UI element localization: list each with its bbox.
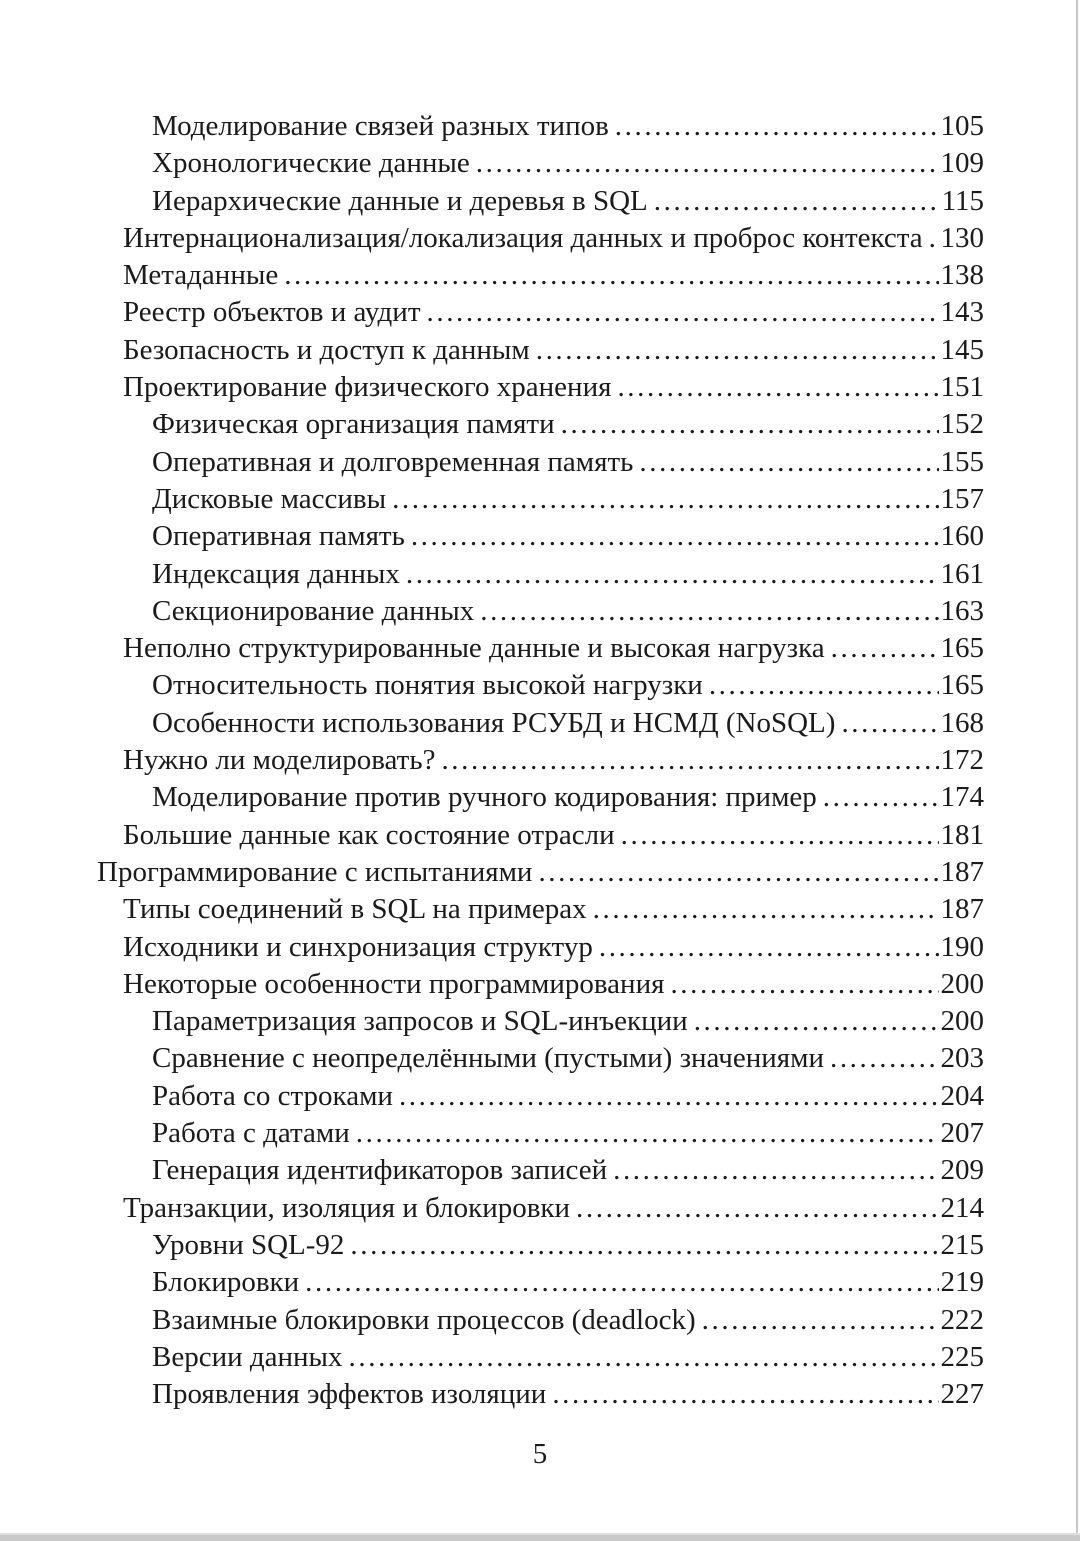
toc-entry-title: Относительность понятия высокой нагрузки: [152, 669, 703, 702]
toc-entry-title: Моделирование связей разных типов: [152, 110, 609, 142]
toc-entry-page: 109: [940, 147, 984, 180]
toc-leader-dots: [823, 779, 939, 816]
toc-entry-title: Проектирование физического хранения: [123, 371, 612, 404]
toc-entry-page: 200: [940, 1005, 984, 1038]
toc-entry-title: Индексация данных: [152, 557, 400, 590]
toc-entry-page: 151: [940, 371, 984, 404]
toc-leader-dots: [392, 481, 938, 518]
toc-entry: [97, 966, 984, 1003]
toc-entry: [97, 369, 984, 406]
toc-entry-page: 152: [940, 408, 984, 441]
toc-entry-title: Дисковые массивы: [152, 482, 387, 515]
toc-entry-title: Иерархические данные и деревья в SQL: [152, 184, 648, 217]
toc-leader-dots: [617, 369, 938, 406]
toc-entry-page: 115: [941, 184, 984, 217]
toc-leader-dots: [356, 1115, 939, 1152]
toc-entry-page: 203: [940, 1042, 984, 1075]
toc-entry: [97, 1115, 984, 1152]
toc-leader-dots: [654, 183, 940, 220]
toc-entry: [97, 145, 984, 182]
toc-entry-title: Физическая организация памяти: [152, 408, 555, 441]
toc-entry: [97, 742, 984, 779]
toc-entry-title: Оперативная и долговременная память: [152, 445, 634, 478]
toc-entry-page: 163: [940, 594, 984, 627]
toc-entry-title: Метаданные: [123, 259, 279, 292]
toc-leader-dots: [709, 667, 939, 704]
toc-leader-dots: [284, 257, 938, 294]
toc-leader-dots: [576, 1190, 938, 1227]
toc-entry: [97, 556, 984, 593]
toc-entry-page: 138: [940, 259, 984, 292]
toc-entry-title: Неполно структурированные данные и высокая нагрузка: [123, 632, 825, 665]
toc-entry-title: Безопасность и доступ к данным: [123, 333, 530, 366]
toc-entry-page: 227: [940, 1378, 984, 1411]
toc-entry: [97, 1227, 984, 1264]
toc-leader-dots: [476, 145, 939, 182]
toc-entry: [97, 332, 984, 369]
toc-entry: [97, 257, 984, 294]
toc-leader-dots: [350, 1227, 938, 1264]
toc-entry-page: 207: [940, 1117, 984, 1150]
toc-entry-page: 130: [940, 221, 984, 254]
toc-leader-dots: [831, 630, 939, 667]
toc-leader-dots: [538, 854, 938, 891]
toc-leader-dots: [427, 294, 939, 331]
toc-entry: [97, 1003, 984, 1040]
toc-entry: [97, 891, 984, 928]
toc-entry: [97, 294, 984, 331]
toc-leader-dots: [694, 1003, 939, 1040]
toc-entry-page: 225: [940, 1340, 984, 1373]
toc-leader-dots: [830, 1040, 939, 1077]
toc-entry-page: 168: [940, 706, 984, 739]
toc-leader-dots: [613, 1152, 938, 1189]
toc-entry-page: 172: [940, 744, 984, 777]
toc-entry: [97, 444, 984, 481]
toc-entry-page: 165: [940, 632, 984, 665]
toc-entry-title: Проявления эффектов изоляции: [152, 1378, 547, 1411]
toc-entry-page: 222: [940, 1303, 984, 1336]
toc-leader-dots: [615, 108, 939, 145]
table-of-contents: [97, 108, 984, 1413]
toc-entry-title: Уровни SQL-92: [152, 1228, 345, 1261]
toc-leader-dots: [536, 332, 939, 369]
toc-entry: [97, 1152, 984, 1189]
toc-entry-title: Блокировки: [152, 1266, 300, 1299]
toc-leader-dots: [670, 966, 938, 1003]
toc-entry-page: 155: [940, 445, 984, 478]
toc-entry-page: 157: [940, 482, 984, 515]
toc-entry-title: Работа со строками: [152, 1079, 393, 1112]
toc-entry: [97, 667, 984, 704]
toc-entry-title: Хронологические данные: [152, 147, 470, 180]
toc-entry-page: 190: [940, 930, 984, 963]
toc-leader-dots: [621, 817, 939, 854]
toc-entry: [97, 779, 984, 816]
toc-entry-title: Программирование с испытаниями: [97, 855, 533, 888]
toc-leader-dots: [702, 1302, 939, 1339]
toc-entry: [97, 108, 984, 145]
toc-entry-page: 219: [940, 1266, 984, 1299]
toc-entry-page: 187: [940, 855, 984, 888]
toc-entry: [97, 1190, 984, 1227]
toc-entry: [97, 929, 984, 966]
toc-entry: [97, 630, 984, 667]
toc-entry-page: 143: [940, 296, 984, 329]
toc-entry-page: 181: [940, 818, 984, 851]
toc-entry: [97, 817, 984, 854]
toc-entry-title: Параметризация запросов и SQL-инъекции: [152, 1005, 688, 1038]
toc-entry: [97, 705, 984, 742]
toc-entry: [97, 1078, 984, 1115]
toc-entry-page: 105: [940, 110, 984, 142]
toc-entry-title: Некоторые особенности программирования: [123, 967, 665, 1000]
toc-entry: [97, 518, 984, 555]
toc-leader-dots: [561, 406, 939, 443]
toc-leader-dots: [441, 742, 938, 779]
page-bottom-gap-strip: [0, 1533, 1080, 1541]
toc-entry-title: Интернационализация/локализация данных и проброс контекста: [123, 221, 923, 254]
toc-entry-page: 161: [940, 557, 984, 590]
toc-entry: [97, 593, 984, 630]
toc-entry-title: Нужно ли моделировать?: [123, 744, 436, 777]
toc-entry-title: Реестр объектов и аудит: [123, 296, 421, 329]
toc-leader-dots: [399, 1078, 939, 1115]
toc-entry-page: 200: [940, 967, 984, 1000]
toc-entry-title: Секционирование данных: [152, 594, 475, 627]
toc-entry-title: Генерация идентификаторов записей: [152, 1154, 608, 1187]
toc-entry: [97, 1264, 984, 1301]
toc-entry: [97, 183, 984, 220]
toc-leader-dots: [406, 556, 939, 593]
toc-entry: [97, 406, 984, 443]
toc-entry-page: 174: [940, 781, 984, 814]
toc-leader-dots: [349, 1339, 939, 1376]
toc-leader-dots: [593, 891, 939, 928]
toc-leader-dots: [552, 1376, 938, 1413]
toc-entry-title: Большие данные как состояние отрасли: [123, 818, 615, 851]
toc-entry: [97, 481, 984, 518]
toc-entry: [97, 854, 984, 891]
toc-entry-title: Типы соединений в SQL на примерах: [123, 893, 587, 926]
toc-entry-title: Оперативная память: [152, 520, 405, 553]
toc-leader-dots: [639, 444, 938, 481]
page-number-footer: 5: [532, 1438, 548, 1470]
toc-entry-page: 145: [940, 333, 984, 366]
toc-entry-page: 215: [940, 1228, 984, 1261]
toc-entry-title: Исходники и синхронизация структур: [123, 930, 593, 963]
toc-leader-dots: [841, 705, 938, 742]
toc-leader-dots: [599, 929, 939, 966]
toc-entry-page: 187: [940, 893, 984, 926]
toc-entry-page: 165: [940, 669, 984, 702]
toc-entry-title: Взаимные блокировки процессов (deadlock): [152, 1303, 696, 1336]
toc-leader-dots: [929, 220, 939, 257]
toc-entry: [97, 1376, 984, 1413]
toc-entry-title: Транзакции, изоляция и блокировки: [123, 1191, 571, 1224]
toc-entry-title: Версии данных: [152, 1340, 343, 1373]
toc-entry: [97, 1040, 984, 1077]
toc-entry-title: Сравнение с неопределёнными (пустыми) значениями: [152, 1042, 824, 1075]
toc-entry-title: Моделирование против ручного кодирования: пример: [152, 781, 817, 814]
toc-entry-page: 209: [940, 1154, 984, 1187]
toc-leader-dots: [480, 593, 938, 630]
toc-entry-title: Работа с датами: [152, 1117, 350, 1150]
toc-entry-page: 160: [940, 520, 984, 553]
toc-leader-dots: [411, 518, 939, 555]
toc-entry-page: 204: [940, 1079, 984, 1112]
toc-entry-page: 214: [940, 1191, 984, 1224]
toc-entry: [97, 1302, 984, 1339]
toc-entry-title: Особенности использования РСУБД и НСМД (NoSQL): [152, 706, 836, 739]
toc-entry: [97, 1339, 984, 1376]
page-right-edge-line: [1076, 0, 1078, 1533]
toc-entry: [97, 220, 984, 257]
toc-leader-dots: [305, 1264, 938, 1301]
